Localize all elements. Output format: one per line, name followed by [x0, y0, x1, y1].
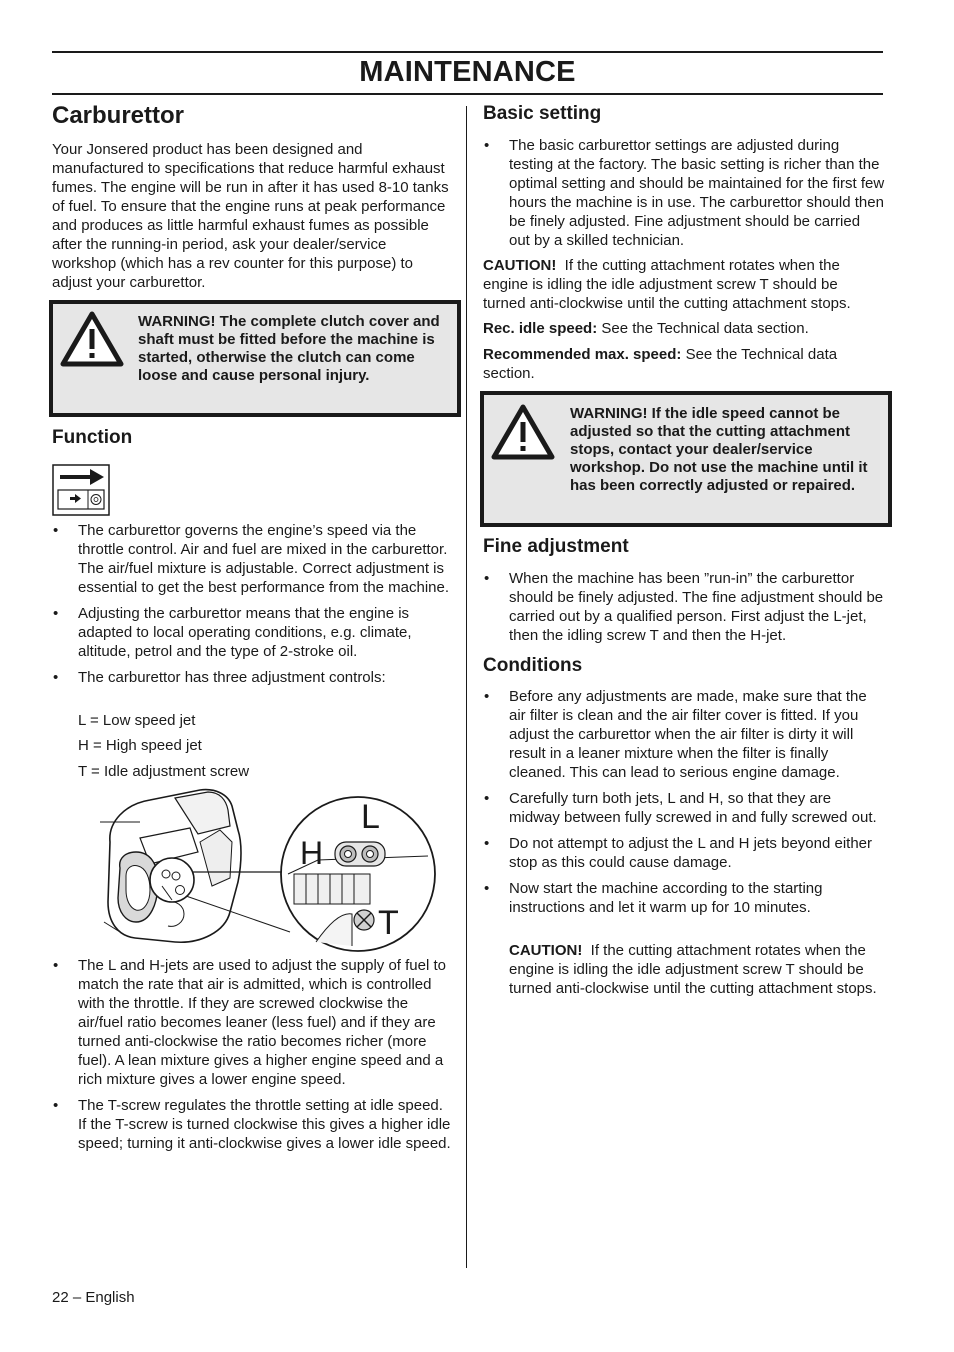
control-h: H = High speed jet [78, 737, 202, 754]
jet-l-label: L [361, 798, 380, 836]
basic-setting-heading: Basic setting [483, 103, 602, 124]
list-item: • Before any adjustments are made, make sure that the air filter is clean and the air filter cover is fitted. If you adjust the carburettor when the air filter is dirty it will result in a leaner mixture when the filter is finally cleaned. This can lead to serious engine damage. [483, 687, 885, 782]
header-rule [52, 93, 883, 95]
rec-max-label: Recommended max. speed: [483, 346, 682, 363]
warning-triangle-icon [60, 310, 124, 368]
page-footer: 22 – English [52, 1289, 135, 1306]
list-item: • Now start the machine according to the starting instructions and let it warm up for 10 minutes. [483, 879, 885, 917]
intro-paragraph: Your Jonsered product has been designed and manufactured to specifications that reduce harmful exhaust fumes. The engine will be run in after it has used 8-10 tanks of fuel. To ensure that the engine runs at peak performance and produces as little harmful exhaust fumes as possible after the running-in period, ask your dealer/service workshop (which has a rev counter for this purpose) to adjust your carburettor. [52, 141, 449, 291]
top-rule [52, 51, 883, 53]
rec-idle-label: Rec. idle speed: [483, 320, 598, 337]
list-item: • Adjusting the carburettor means that the engine is adapted to local operating conditions, e.g. climate, altitude, petrol and the type of 2-stroke oil. [52, 604, 452, 661]
control-l: L = Low speed jet [78, 712, 196, 729]
conditions-list [483, 687, 885, 924]
caution-paragraph [483, 256, 883, 313]
list-item: • The L and H-jets are used to adjust the supply of fuel to match the rate that air is admitted, which is controlled with the throttle. If they are screwed clockwise the air/fuel ratio becomes leaner (less fuel) and if they are turned anti-clockwise the ratio becomes richer (more fuel). A lean mixture gives a higher engine speed and a rich mixture gives a lower engine speed. [52, 956, 452, 1089]
conditions-heading: Conditions [483, 655, 583, 676]
rec-idle-text: See the Technical data section. [601, 320, 809, 337]
caution2-label: CAUTION! [509, 942, 583, 959]
control-t: T = Idle adjustment screw [78, 763, 250, 780]
list-item: • The carburettor has three adjustment controls: [52, 668, 452, 687]
fine-adjustment-list [483, 569, 885, 652]
caution-label: CAUTION! [483, 257, 557, 274]
rec-max-text: See the Technical data section. [483, 346, 838, 382]
screw-t-label: T [378, 904, 399, 942]
carburettor-heading: Carburettor [52, 102, 185, 129]
function-bullet-list [52, 521, 452, 694]
section-title: MAINTENANCE [359, 56, 576, 88]
column-divider [466, 106, 467, 1268]
caution2-paragraph [483, 941, 885, 998]
jets-bullet-list [52, 956, 452, 1160]
list-item: • Carefully turn both jets, L and H, so that they are midway between fully screwed in and fully screwed out. [483, 789, 885, 827]
warning-triangle-icon [491, 403, 555, 461]
list-item: • The carburettor governs the engine’s speed via the throttle control. Air and fuel are mixed in the carburettor. The air/fuel mixture is adjustable. Correct adjustment is essential to get the best performance from the machine. [52, 521, 452, 597]
list-item: • Do not attempt to adjust the L and H jets beyond either stop as this could cause damage. [483, 834, 885, 872]
function-symbol-icon [52, 464, 110, 516]
rec-idle-speed [483, 319, 883, 338]
caution2-text: If the cutting attachment rotates when the engine is idling the idle adjustment screw T should be turned anti-clockwise until the cutting attachment stops. [509, 942, 877, 997]
list-item: • When the machine has been ”run-in” the carburettor should be finely adjusted. The fine adjustment should be carried out by a qualified person. First adjust the L-jet, then the idling screw T and then the H-jet. [483, 569, 885, 645]
caution-text: If the cutting attachment rotates when the engine is idling the idle adjustment screw T should be turned anti-clockwise until the cutting attachment stops. [483, 257, 851, 312]
idle-speed-warning-box [480, 391, 892, 527]
basic-setting-list [483, 136, 885, 257]
jet-h-label: H [300, 835, 324, 871]
clutch-warning-box [49, 300, 461, 417]
fine-adjustment-heading: Fine adjustment [483, 536, 629, 557]
clutch-warning-text: WARNING! The complete clutch cover and shaft must be fitted before the machine is started, otherwise the clutch can come loose and cause personal injury. [138, 313, 440, 384]
carburettor-illustration [80, 782, 440, 952]
function-heading: Function [52, 427, 133, 448]
list-item: • The basic carburettor settings are adjusted during testing at the factory. The basic setting is richer than the optimal setting and should be maintained for the first few hours the machine is in use. The carburettor should then be finely adjusted. Fine adjustment should be carried out by a skilled technician. [483, 136, 885, 250]
list-item: • The T-screw regulates the throttle setting at idle speed. If the T-screw is turned clockwise this gives a higher idle speed; turning it anti-clockwise gives a lower idle speed. [52, 1096, 452, 1153]
rec-max-speed [483, 345, 883, 383]
idle-speed-warning-text: WARNING! If the idle speed cannot be adjusted so that the cutting attachment stops, contact your dealer/service workshop. Do not use the machine until it has been correctly adjusted or repaired. [570, 405, 868, 494]
